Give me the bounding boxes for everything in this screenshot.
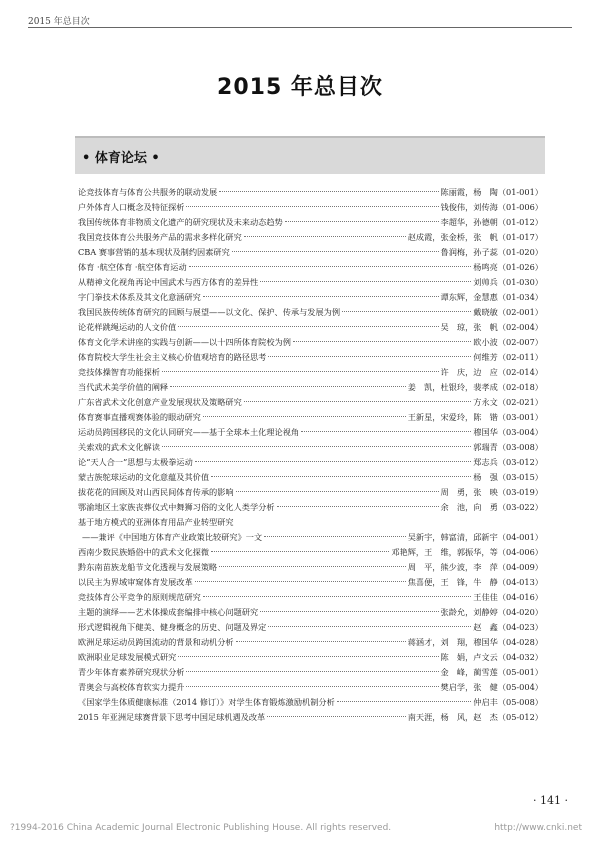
toc-entry[interactable] xyxy=(78,350,543,365)
toc-entry[interactable] xyxy=(78,650,543,665)
toc-leader-dots xyxy=(162,446,471,447)
toc-entry-authors: 周 勇，张 映（03-019） xyxy=(440,487,543,497)
toc-leader-dots xyxy=(203,296,439,297)
toc-entry-title: 体育 ·航空体育 ·航空体育运动 xyxy=(78,262,187,272)
toc-entry[interactable] xyxy=(78,695,543,710)
toc-entry-title: 体育赛事直播观赛体验的眼动研究 xyxy=(78,412,201,422)
toc-entry-title: 体育院校大学生社会主义核心价值观培育的路径思考 xyxy=(78,352,267,362)
header-rule xyxy=(28,27,572,28)
toc-entry-authors: 方永文（02-021） xyxy=(473,397,543,407)
toc-entry-title: 《国家学生体质健康标准（2014 修订）》对学生体育锻炼激励机制分析 xyxy=(78,697,335,707)
toc-leader-dots xyxy=(203,416,406,417)
toc-entry[interactable] xyxy=(78,200,543,215)
toc-entry-title: ——兼评《中国地方体育产业政策比较研究》一文 xyxy=(82,532,263,542)
toc-entry-title: 竞技体操智育功能探析 xyxy=(78,367,160,377)
toc-leader-dots xyxy=(178,656,438,657)
toc-leader-dots xyxy=(211,476,471,477)
toc-entry-authors: 金 峰，蔺雪莲（05-001） xyxy=(440,667,543,677)
toc-entry[interactable] xyxy=(78,305,543,320)
toc-entry-authors: 杨鸣亮（01-026） xyxy=(473,262,543,272)
toc-entry-authors: 谭东辉，金慧惠（01-034） xyxy=(440,292,543,302)
toc-entry[interactable] xyxy=(78,575,543,590)
toc-entry-authors: 赵 鑫（04-023） xyxy=(473,622,543,632)
toc-entry-title: 广东省武术文化创意产业发展现状及策略研究 xyxy=(78,397,242,407)
toc-entry-authors: 仲启丰（05-008） xyxy=(473,697,543,707)
toc-leader-dots xyxy=(186,671,438,672)
toc-entry-authors: 杨 强（03-015） xyxy=(473,472,543,482)
toc-entry-authors: 郑志兵（03-012） xyxy=(473,457,543,467)
toc-entry-authors: 焦喜便，王 锋，牛 静（04-013） xyxy=(407,577,543,587)
toc-entry[interactable] xyxy=(78,545,543,560)
toc-entry-authors: 许 庆，边 应（02-014） xyxy=(440,367,543,377)
toc-entry-authors: 戴晓敏（02-001） xyxy=(473,307,543,317)
toc-entry[interactable] xyxy=(78,335,543,350)
toc-entry-authors: 陈 娟，卢文云（04-032） xyxy=(440,652,543,662)
footer-url[interactable]: http://www.cnki.net xyxy=(494,823,582,833)
toc-entry-title: 当代武术美学价值的阐释 xyxy=(78,382,169,392)
toc-leader-dots xyxy=(170,386,406,387)
toc-entry-title: 户外体育人口概念及特征探析 xyxy=(78,202,185,212)
toc-entry-title: CBA 赛事营销的基本现状及制约因素研究 xyxy=(78,247,230,257)
toc-entry-title: 竞技体育公平竞争的原则规范研究 xyxy=(78,592,201,602)
toc-leader-dots xyxy=(293,341,471,342)
toc-entry-authors: 周 平，熊少波，李 萍（04-009） xyxy=(407,562,543,572)
toc-entry-title: 以民主为界域审窥体育发展改革 xyxy=(78,577,193,587)
section-band-edge xyxy=(75,136,545,138)
toc-entry[interactable] xyxy=(78,320,543,335)
toc-entry[interactable] xyxy=(78,185,543,200)
toc-entry-authors: 赵成霞，张金桥，张 帆（01-017） xyxy=(407,232,543,242)
toc-entry-title: 基于地方模式的亚洲体育用品产业转型研究 xyxy=(78,517,234,527)
toc-leader-dots xyxy=(342,311,471,312)
toc-leader-dots xyxy=(211,551,389,552)
toc-entry[interactable] xyxy=(78,380,543,395)
toc-entry[interactable] xyxy=(78,710,543,725)
page-title: 2015 年总目次 xyxy=(217,75,383,100)
toc-entry-authors: 邓艳辉，王 维，郭振华，等（04-006） xyxy=(391,547,543,557)
toc-leader-dots xyxy=(203,596,471,597)
running-head: 2015 年总目次 xyxy=(28,17,90,27)
toc-leader-dots xyxy=(267,716,406,717)
toc-entry-authors: 穆国华（03-004） xyxy=(473,427,543,437)
toc-entry-title: 从精神文化视角再论中国武术与西方体育的差异性 xyxy=(78,277,259,287)
toc-entry[interactable] xyxy=(78,635,543,650)
toc-entry-title: 论竞技体育与体育公共服务的联动发展 xyxy=(78,187,218,197)
toc-entry-title: 青奥会与高校体育软实力提升 xyxy=(78,682,185,692)
toc-entry-authors: 王佳佳（04-016） xyxy=(473,592,543,602)
toc-leader-dots xyxy=(186,206,438,207)
toc-list xyxy=(78,185,543,725)
toc-entry-title: 主题的演绎——艺术体操成套编排中核心问题研究 xyxy=(78,607,259,617)
toc-entry-authors: 何维芳（02-011） xyxy=(473,352,543,362)
toc-entry-title: 黔东南苗族龙船节文化透视与发展策略 xyxy=(78,562,218,572)
toc-entry[interactable] xyxy=(78,665,543,680)
toc-entry[interactable] xyxy=(78,215,543,230)
toc-entry-authors: 王新星，宋爱玲，陈 锴（03-001） xyxy=(407,412,543,422)
toc-entry[interactable] xyxy=(78,470,543,485)
toc-entry[interactable] xyxy=(78,245,543,260)
toc-entry[interactable] xyxy=(78,485,543,500)
toc-leader-dots xyxy=(260,281,471,282)
toc-entry-authors: 蒋涵才，刘 翔，穆国华（04-028） xyxy=(407,637,543,647)
toc-leader-dots xyxy=(244,401,471,402)
toc-entry-title: 我国竞技体育公共服务产品的需求多样化研究 xyxy=(78,232,242,242)
toc-entry-title: 关索戏的武术文化解读 xyxy=(78,442,160,452)
toc-entry-authors: 钱俊伟，刘传海（01-006） xyxy=(440,202,543,212)
toc-entry[interactable] xyxy=(78,605,543,620)
toc-leader-dots xyxy=(337,701,471,702)
toc-entry-authors: 姜 凯，杜银玲，裴孝成（02-018） xyxy=(407,382,543,392)
toc-entry-authors: 欧小波（02-007） xyxy=(473,337,543,347)
footer xyxy=(10,823,582,833)
toc-entry-authors: 刘帅兵（01-030） xyxy=(473,277,543,287)
toc-leader-dots xyxy=(186,686,438,687)
toc-entry[interactable] xyxy=(78,290,543,305)
toc-entry-authors: 余 池，向 勇（03-022） xyxy=(440,502,543,512)
toc-entry-authors: 郭瑞青（03-008） xyxy=(473,442,543,452)
toc-leader-dots xyxy=(178,326,438,327)
toc-entry[interactable] xyxy=(78,260,543,275)
section-heading: • 体育论坛 • xyxy=(82,151,160,166)
toc-entry-title: 蒙古族鸵球运动的文化意蕴及其价值 xyxy=(78,472,210,482)
toc-entry-authors: 吴新宇，韩富清，邱新宇（04-001） xyxy=(407,532,543,542)
toc-leader-dots xyxy=(277,506,439,507)
toc-entry-authors: 李超华，孙德朝（01-012） xyxy=(440,217,543,227)
toc-entry-title: 字门拳技术体系及其文化意涵研究 xyxy=(78,292,201,302)
toc-leader-dots xyxy=(301,431,471,432)
toc-entry-title: 欧洲职业足球发展模式研究 xyxy=(78,652,177,662)
toc-leader-dots xyxy=(285,221,439,222)
toc-entry-authors: 陈丽霞，杨 陶（01-001） xyxy=(440,187,543,197)
toc-entry-title: 拔花花的回顾及对山西民间体育传承的影响 xyxy=(78,487,234,497)
toc-leader-dots xyxy=(268,626,471,627)
toc-entry-title: 2015 年亚洲足球赛背景下思考中国足球机遇及改革 xyxy=(78,712,266,722)
toc-entry-title: 我国传统体育非物质文化遗产的研究现状及未来动态趋势 xyxy=(78,217,283,227)
toc-entry[interactable] xyxy=(78,425,543,440)
toc-entry[interactable] xyxy=(78,560,543,575)
toc-leader-dots xyxy=(236,491,439,492)
toc-entry[interactable] xyxy=(78,620,543,635)
toc-entry-title: 体育文化学术讲座的实践与创新——以十四所体育院校为例 xyxy=(78,337,291,347)
toc-entry-title: 西南少数民族婚俗中的武术文化探微 xyxy=(78,547,210,557)
footer-copyright: ?1994-2016 China Academic Journal Electronic Publishing House. All rights reserved. xyxy=(10,823,392,833)
toc-entry-authors: 吴 琼，张 帆（02-004） xyxy=(440,322,543,332)
page-number: · 141 · xyxy=(533,794,568,807)
toc-entry[interactable] xyxy=(78,515,543,530)
toc-entry[interactable] xyxy=(78,530,543,545)
toc-entry-title: 青少年体育素养研究现状分析 xyxy=(78,667,185,677)
toc-entry[interactable] xyxy=(78,680,543,695)
toc-leader-dots xyxy=(189,266,472,267)
toc-leader-dots xyxy=(219,566,406,567)
toc-leader-dots xyxy=(219,191,438,192)
toc-entry[interactable] xyxy=(78,275,543,290)
toc-entry-title: 论“天人合一”思想与太极拳运动 xyxy=(78,457,193,467)
toc-entry-title: 论花样跳绳运动的人文价值 xyxy=(78,322,177,332)
toc-leader-dots xyxy=(260,611,438,612)
toc-entry-authors: 樊启学，张 健（05-004） xyxy=(440,682,543,692)
toc-leader-dots xyxy=(162,371,439,372)
toc-entry-authors: 鲁润梅，孙子蕊（01-020） xyxy=(440,247,543,257)
toc-entry-authors: 张龄允，刘静婷（04-020） xyxy=(440,607,543,617)
toc-entry[interactable] xyxy=(78,500,543,515)
toc-leader-dots xyxy=(268,356,471,357)
toc-entry[interactable] xyxy=(78,230,543,245)
toc-entry[interactable] xyxy=(78,455,543,470)
toc-entry-title: 形式逻辑视角下健美、健身概念的历史、问题及界定 xyxy=(78,622,267,632)
toc-leader-dots xyxy=(195,461,471,462)
toc-entry[interactable] xyxy=(78,365,543,380)
toc-entry[interactable] xyxy=(78,395,543,410)
toc-entry[interactable] xyxy=(78,590,543,605)
toc-leader-dots xyxy=(195,581,406,582)
toc-entry[interactable] xyxy=(78,440,543,455)
toc-leader-dots xyxy=(232,251,439,252)
toc-entry-title: 鄂渝地区土家族丧葬仪式中舞狮习俗的文化人类学分析 xyxy=(78,502,275,512)
toc-entry-title: 我国民族传统体育研究的回顾与展望——以文化、保护、传承与发展为例 xyxy=(78,307,341,317)
toc-entry-authors: 南天涯，杨 风，赵 杰（05-012） xyxy=(407,712,543,722)
toc-entry-title: 欧洲足球运动员跨国流动的背景和动机分析 xyxy=(78,637,234,647)
toc-leader-dots xyxy=(264,536,406,537)
toc-leader-dots xyxy=(236,641,406,642)
toc-entry-title: 运动员跨国移民的文化认同研究——基于全球本土化理论视角 xyxy=(78,427,300,437)
toc-leader-dots xyxy=(244,236,406,237)
toc-entry[interactable] xyxy=(78,410,543,425)
